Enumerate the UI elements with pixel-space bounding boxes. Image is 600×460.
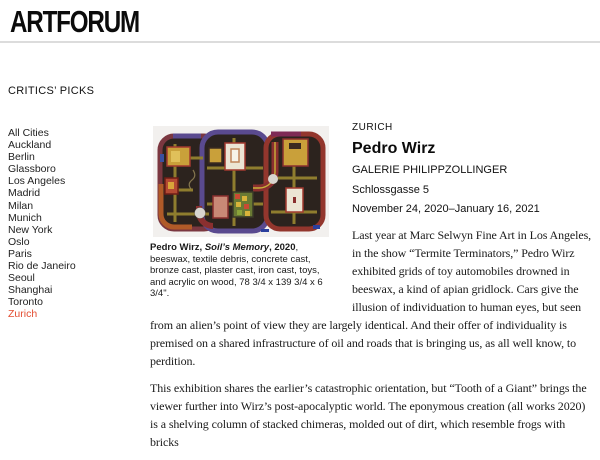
caption-title: Soil’s Memory: [204, 242, 270, 253]
sidebar-item-munich[interactable]: Munich: [8, 211, 42, 224]
gallery-name[interactable]: GALERIE PHILIPPZOLLINGER: [352, 164, 508, 176]
sidebar-item-new-york[interactable]: New York: [8, 223, 53, 236]
sidebar-item-shanghai[interactable]: Shanghai: [8, 284, 53, 297]
city-list: [8, 127, 146, 321]
caption-artist: Pedro Wirz,: [150, 242, 205, 253]
sidebar-item-auckland[interactable]: Auckland: [8, 139, 52, 152]
exhibition-dates: November 24, 2020–January 16, 2021: [352, 203, 540, 215]
sidebar-item-los-angeles[interactable]: Los Angeles: [8, 175, 66, 188]
section-label: CRITICS’ PICKS: [8, 85, 95, 97]
sidebar-item-milan[interactable]: Milan: [8, 199, 34, 212]
article-main: [150, 116, 594, 460]
article-paragraph: This exhibition shares the earlier’s catastrophic orientation, but “Tooth of a Giant” brings the viewer further into Wirz’s post-apocalyptic world. The eponymous creation (all works 2020) is a shelving column of stacked chimeras, molded out of dirt, which resemble frogs with bricks: [150, 380, 587, 449]
artwork-caption: [150, 242, 336, 300]
article-city[interactable]: ZURICH: [352, 122, 393, 133]
article-artist-name[interactable]: Pedro Wirz: [352, 140, 436, 157]
sidebar-item-glassboro[interactable]: Glassboro: [8, 163, 56, 176]
artwork-figure: [150, 126, 336, 300]
caption-details: , beeswax, textile debris, concrete cast, bronze cast, plaster cast, iron cast, toys, and acrylic on wood, 78 3/4 x 139 3/4 x 6 3/4".: [150, 242, 323, 299]
sidebar-item-berlin[interactable]: Berlin: [8, 151, 35, 164]
sidebar-item-seoul[interactable]: Seoul: [8, 272, 35, 285]
caption-year: 2020: [274, 242, 296, 253]
sidebar-item-paris[interactable]: Paris: [8, 247, 32, 260]
sidebar-item-oslo[interactable]: Oslo: [8, 235, 30, 248]
artforum-logo[interactable]: ARTFORUM: [10, 4, 139, 39]
caption-separator: ,: [269, 242, 275, 253]
header-divider: [0, 41, 600, 43]
sidebar-item-all-cities[interactable]: All Cities: [8, 127, 49, 139]
sidebar-item-rio-de-janeiro[interactable]: Rio de Janeiro: [8, 260, 76, 273]
masthead: [10, 5, 175, 39]
gallery-address: Schlossgasse 5: [352, 183, 430, 196]
sidebar-item-madrid[interactable]: Madrid: [8, 187, 41, 200]
artwork-image[interactable]: [153, 126, 329, 237]
sidebar-item-zurich[interactable]: Zurich: [8, 308, 38, 321]
sidebar-item-toronto[interactable]: Toronto: [8, 296, 44, 309]
article-paragraph: Last year at Marc Selwyn Fine Art in Los Angeles, in the show “Termite Terminators,” Pedro Wirz exhibited grids of toy automobiles drowned in beeswax, a kind of apian gridlock. Cars give the illusion of individuation to human eyes, but seen from an alien’s point of view they are largely identical. And their offer of individuality is premised on a shared infrastructure of oil and roads that is bringing us, as all well know, to perdition.: [150, 227, 592, 368]
